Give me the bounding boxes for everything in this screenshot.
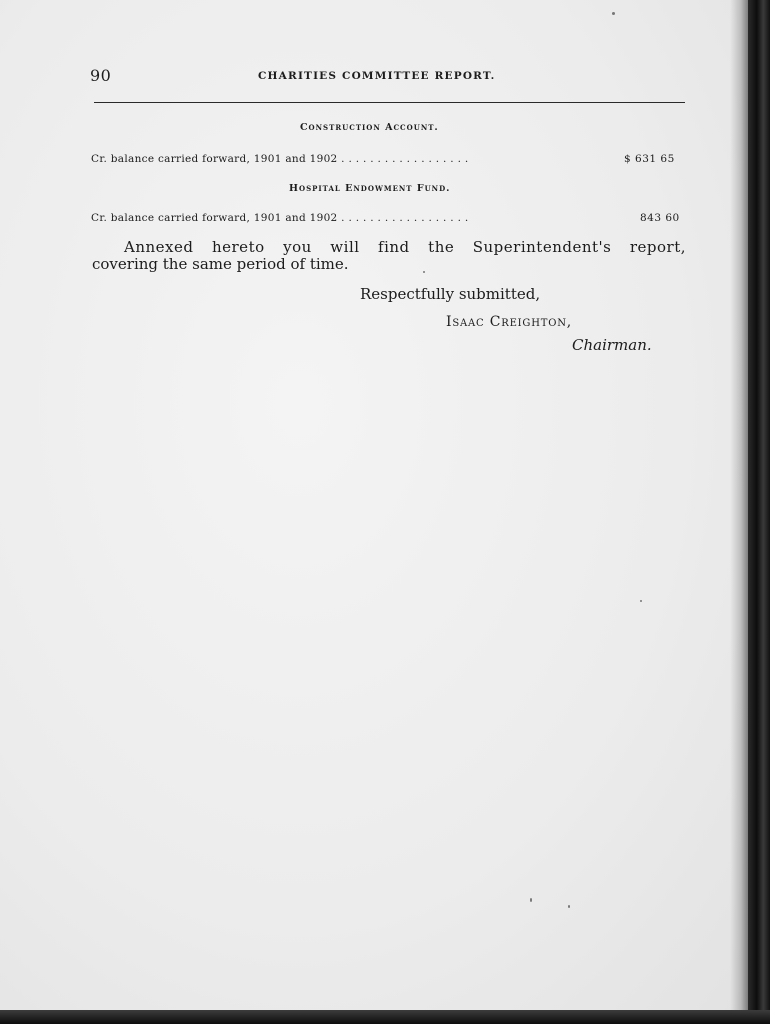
page-number: 90: [90, 66, 112, 85]
page-spine-shadow: [730, 0, 748, 1010]
construction-balance-amount: $ 631 65: [624, 153, 675, 165]
signatory-title: Chairman.: [572, 336, 652, 354]
paper-speck: [530, 898, 532, 902]
closing-salutation: Respectfully submitted,: [360, 285, 541, 303]
signatory-name: Isaac Creighton,: [446, 314, 572, 330]
construction-balance-line: Cr. balance carried forward, 1901 and 1902 . . . . . . . . . . . . . . . . . .: [91, 153, 469, 165]
paper-speck: [423, 271, 425, 273]
endowment-balance-amount: 843 60: [640, 212, 680, 224]
endowment-fund-heading: Hospital Endowment Fund.: [289, 183, 451, 194]
header-rule: [94, 102, 685, 103]
paragraph-line-2: covering the same period of time.: [92, 255, 349, 273]
running-head: CHARITIES COMMITTEE REPORT.: [258, 70, 496, 82]
endowment-balance-line: Cr. balance carried forward, 1901 and 1902 . . . . . . . . . . . . . . . . . .: [91, 212, 469, 224]
paper-speck: [640, 600, 642, 602]
annexed-report-paragraph: [92, 239, 686, 273]
book-edge-right: [748, 0, 770, 1024]
paper-speck: [568, 905, 570, 908]
paragraph-line-1: Annexed hereto you will find the Superintendent's report,: [124, 238, 686, 256]
construction-account-heading: Construction Account.: [300, 122, 439, 133]
paper-speck: [612, 12, 615, 15]
book-edge-bottom: [0, 1010, 770, 1024]
